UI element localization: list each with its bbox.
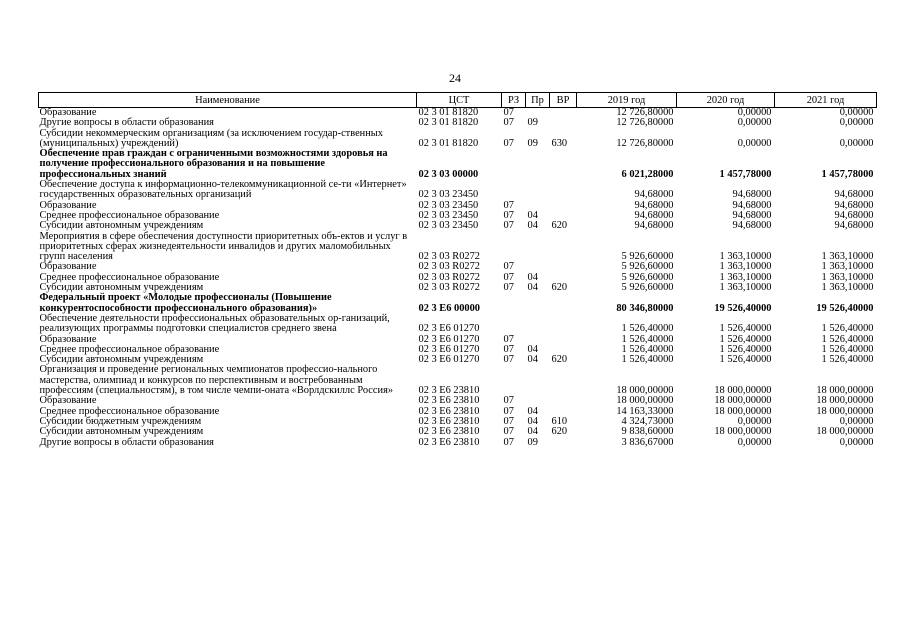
table-row: [39, 293, 877, 314]
cell-cst: 02 3 03 23450: [418, 209, 479, 221]
page-number: 24: [449, 71, 461, 85]
cell-name: Субсидии автономным учреждениям: [39, 426, 204, 438]
cell-2019: 5 926,60000: [621, 251, 674, 263]
cell-2020: 1 526,40000: [719, 343, 772, 355]
cell-name: Образование: [39, 107, 97, 118]
cell-cst: 02 3 E6 00000: [418, 302, 480, 314]
cell-2021: 94,68000: [834, 209, 874, 221]
table-row: [39, 149, 877, 180]
cell-cst: 02 3 E6 23810: [418, 415, 480, 427]
cell-name: Организация и проведение региональных чемпионатов профессио-нального мастерства, олимпиад и конкурсов по перспективным и востребованным профессиям (специальностям), в том числе чемпи-оната «Ворлдскиллс Россия»: [39, 364, 394, 397]
cell-2021: 1 526,40000: [821, 333, 874, 345]
cell-rz: 07: [503, 282, 514, 294]
cell-rz: 07: [503, 209, 514, 221]
cell-vr: [550, 262, 577, 272]
cell-cst: 02 3 E6 23810: [418, 426, 480, 438]
cell-2021: 94,68000: [834, 189, 874, 201]
cell-rz: 07: [503, 436, 514, 448]
cell-2019: 1 526,40000: [621, 323, 674, 335]
cell-vr: [550, 118, 577, 128]
cell-vr: [550, 201, 577, 211]
table-row: [39, 180, 877, 201]
cell-cst: 02 3 E6 23810: [418, 405, 480, 417]
cell-2020: 1 526,40000: [719, 323, 772, 335]
cell-pr: [526, 149, 550, 180]
cell-name: Обеспечение деятельности профессиональных образовательных ор-ганизаций, реализующих программы подготовки специалистов среднего звена: [39, 312, 390, 335]
cell-cst: 02 3 01 81820: [418, 117, 479, 129]
cell-vr: [550, 232, 577, 263]
cell-rz: 07: [503, 199, 514, 211]
cell-2020: 94,68000: [732, 220, 772, 232]
cell-rz: 07: [503, 426, 514, 438]
cell-rz: 07: [503, 261, 514, 273]
cell-cst: 02 3 03 23450: [418, 189, 479, 201]
cell-rz: 07: [503, 117, 514, 129]
cell-vr: [550, 335, 577, 345]
cell-pr: [526, 232, 550, 263]
cell-rz: [502, 232, 526, 263]
cell-name: Федеральный проект «Молодые профессионалы (Повышение конкурентоспособности профессионального образования)»: [39, 292, 332, 314]
cell-2019: 18 000,00000: [616, 395, 674, 407]
cell-pr: 04: [527, 405, 538, 417]
cell-rz: 07: [503, 107, 514, 118]
cell-cst: 02 3 E6 23810: [418, 385, 480, 397]
cell-cst: 02 3 E6 23810: [418, 395, 480, 407]
cell-pr: 04: [527, 220, 538, 232]
header-row: [39, 93, 877, 108]
cell-name: Субсидии автономным учреждениям: [39, 282, 204, 294]
cell-rz: [502, 149, 526, 180]
cell-vr: [550, 293, 577, 314]
cell-cst: 02 3 E6 01270: [418, 323, 480, 335]
cell-2020: 18 000,00000: [714, 395, 772, 407]
cell-cst: 02 3 03 R0272: [418, 251, 480, 263]
cell-vr: 620: [551, 426, 568, 438]
cell-rz: [502, 180, 526, 201]
cell-cst: 02 3 03 23450: [418, 199, 479, 211]
cell-pr: 09: [527, 436, 538, 448]
cell-vr: [550, 180, 577, 201]
cell-2019: 94,68000: [634, 220, 674, 232]
cell-2021: 1 526,40000: [821, 343, 874, 355]
cell-pr: [526, 180, 550, 201]
cell-2019: 5 926,60000: [621, 282, 674, 294]
cell-rz: 07: [503, 405, 514, 417]
cell-vr: 620: [551, 282, 568, 294]
cell-cst: 02 3 03 00000: [418, 168, 479, 180]
cell-name: Образование: [39, 199, 97, 211]
cell-rz: 07: [503, 333, 514, 345]
cell-2021: 1 457,78000: [821, 168, 874, 180]
cell-pr: 04: [527, 282, 538, 294]
header-2021: 2021 год: [775, 93, 877, 108]
cell-2019: 94,68000: [634, 199, 674, 211]
cell-2020: 1 526,40000: [719, 354, 772, 366]
cell-2021: 0,00000: [839, 107, 874, 118]
cell-2021: 94,68000: [834, 220, 874, 232]
cell-name: Среднее профессиональное образование: [39, 343, 220, 355]
cell-name: Образование: [39, 333, 97, 345]
cell-cst: 02 3 E6 01270: [418, 333, 480, 345]
budget-table: [38, 92, 877, 448]
cell-2019: 6 021,28000: [621, 168, 674, 180]
cell-2019: 3 836,67000: [621, 436, 674, 448]
cell-2020: 18 000,00000: [714, 426, 772, 438]
cell-cst: 02 3 03 23450: [418, 220, 479, 232]
cell-name: Другие вопросы в области образования: [39, 117, 214, 129]
table-row: [39, 365, 877, 396]
cell-2019: 1 526,40000: [621, 343, 674, 355]
cell-2021: 1 526,40000: [821, 323, 874, 335]
cell-rz: 07: [503, 415, 514, 427]
cell-vr: 610: [551, 415, 568, 427]
table-row: [39, 438, 877, 448]
cell-2021: 0,00000: [839, 137, 874, 149]
cell-2019: 18 000,00000: [616, 385, 674, 397]
cell-name: Образование: [39, 261, 97, 273]
cell-cst: 02 3 E6 01270: [418, 343, 480, 355]
cell-2020: 0,00000: [737, 436, 772, 448]
cell-2020: 1 457,78000: [719, 168, 772, 180]
cell-vr: [550, 314, 577, 335]
cell-2021: 1 363,10000: [821, 261, 874, 273]
cell-name: Субсидии автономным учреждениям: [39, 220, 204, 232]
cell-2020: 1 363,10000: [719, 251, 772, 263]
cell-rz: [502, 293, 526, 314]
cell-2021: 1 363,10000: [821, 271, 874, 283]
cell-2020: 94,68000: [732, 209, 772, 221]
cell-rz: 07: [503, 137, 514, 149]
cell-name: Среднее профессиональное образование: [39, 209, 220, 221]
cell-2021: 94,68000: [834, 199, 874, 211]
cell-2021: 19 526,40000: [816, 302, 874, 314]
cell-pr: 09: [527, 137, 538, 149]
cell-2019: 5 926,60000: [621, 261, 674, 273]
header-2019: 2019 год: [577, 93, 677, 108]
header-pr: Пр: [526, 93, 550, 108]
cell-2019: 94,68000: [634, 209, 674, 221]
cell-2021: 1 363,10000: [821, 282, 874, 294]
cell-cst: 02 3 03 R0272: [418, 271, 480, 283]
cell-pr: 04: [527, 343, 538, 355]
cell-2019: 14 163,33000: [616, 405, 674, 417]
cell-2020: 1 363,10000: [719, 271, 772, 283]
cell-name: Субсидии бюджетным учреждениям: [39, 415, 202, 427]
cell-2020: 0,00000: [737, 137, 772, 149]
cell-2019: 5 926,60000: [621, 271, 674, 283]
cell-2020: 0,00000: [737, 117, 772, 129]
cell-2021: 18 000,00000: [816, 385, 874, 397]
cell-2020: 0,00000: [737, 107, 772, 118]
cell-pr: 04: [527, 271, 538, 283]
cell-pr: [526, 293, 550, 314]
cell-cst: 02 3 E6 23810: [418, 436, 480, 448]
cell-2020: 94,68000: [732, 199, 772, 211]
cell-cst: 02 3 E6 01270: [418, 354, 480, 366]
cell-2019: 12 726,80000: [616, 107, 674, 118]
cell-vr: [550, 365, 577, 396]
cell-2020: 1 363,10000: [719, 261, 772, 273]
cell-2021: 1 363,10000: [821, 251, 874, 263]
cell-2019: 1 526,40000: [621, 333, 674, 345]
cell-2019: 12 726,80000: [616, 117, 674, 129]
cell-rz: [502, 365, 526, 396]
cell-rz: 07: [503, 220, 514, 232]
cell-2019: 94,68000: [634, 189, 674, 201]
cell-name: Среднее профессиональное образование: [39, 271, 220, 283]
cell-pr: 04: [527, 354, 538, 366]
table-row: [39, 427, 877, 437]
cell-vr: 620: [551, 354, 568, 366]
header-cst: ЦСТ: [417, 93, 502, 108]
cell-pr: 04: [527, 426, 538, 438]
cell-cst: 02 3 01 81820: [418, 137, 479, 149]
cell-2019: 1 526,40000: [621, 354, 674, 366]
cell-pr: 04: [527, 415, 538, 427]
cell-vr: [550, 438, 577, 448]
cell-name: Субсидии некоммерческим организациям (за исключением государ-ственных (муниципальных) учреждений): [39, 127, 383, 149]
cell-rz: 07: [503, 271, 514, 283]
cell-pr: [526, 314, 550, 335]
cell-2020: 0,00000: [737, 415, 772, 427]
cell-pr: [526, 365, 550, 396]
header-2020: 2020 год: [677, 93, 775, 108]
cell-vr: [550, 149, 577, 180]
cell-2020: 94,68000: [732, 189, 772, 201]
cell-2019: 80 346,80000: [616, 302, 674, 314]
header-rz: РЗ: [502, 93, 526, 108]
cell-name: Среднее профессиональное образование: [39, 405, 220, 417]
cell-rz: 07: [503, 354, 514, 366]
table-row: [39, 314, 877, 335]
cell-2021: 0,00000: [839, 117, 874, 129]
cell-2020: 18 000,00000: [714, 385, 772, 397]
cell-cst: 02 3 01 81820: [418, 107, 479, 118]
cell-vr: 620: [551, 220, 568, 232]
cell-name: Субсидии автономным учреждениям: [39, 354, 204, 366]
cell-2021: 18 000,00000: [816, 395, 874, 407]
cell-2019: 12 726,80000: [616, 137, 674, 149]
cell-2021: 0,00000: [839, 415, 874, 427]
cell-2020: 1 363,10000: [719, 282, 772, 294]
cell-2020: 19 526,40000: [714, 302, 772, 314]
cell-pr: 04: [527, 209, 538, 221]
cell-2021: 18 000,00000: [816, 426, 874, 438]
cell-2021: 0,00000: [839, 436, 874, 448]
cell-vr: 630: [551, 137, 568, 149]
cell-cst: 02 3 03 R0272: [418, 261, 480, 273]
table-header: [39, 93, 877, 108]
table-row: [39, 232, 877, 263]
cell-rz: 07: [503, 343, 514, 355]
cell-vr: [550, 396, 577, 406]
cell-2019: 4 324,73000: [621, 415, 674, 427]
cell-pr: 09: [527, 117, 538, 129]
cell-name: Образование: [39, 395, 97, 407]
cell-cst: 02 3 03 R0272: [418, 282, 480, 294]
cell-vr: [550, 108, 577, 119]
cell-name: Обеспечение доступа к информационно-телекоммуникационной се-ти «Интернет» государственных образовательных организаций: [39, 179, 407, 201]
cell-2020: 1 526,40000: [719, 333, 772, 345]
cell-2019: 9 838,60000: [621, 426, 674, 438]
cell-2020: 18 000,00000: [714, 405, 772, 417]
cell-2021: 18 000,00000: [816, 405, 874, 417]
cell-rz: [502, 314, 526, 335]
cell-name: Обеспечение прав граждан с ограниченными возможностями здоровья на получение профессионального образования и на повышение профессиональных знаний: [39, 148, 388, 180]
table-row: [39, 129, 877, 150]
cell-name: Другие вопросы в области образования: [39, 436, 214, 448]
cell-name: Мероприятия в сфере обеспечения доступности приоритетных объ-ектов и услуг в приоритетных сферах жизнедеятельности инвалидов и других маломобильных групп населения: [39, 230, 408, 263]
header-vr: ВР: [550, 93, 577, 108]
header-name: Наименование: [39, 93, 417, 108]
table-body: [39, 108, 877, 448]
cell-2021: 1 526,40000: [821, 354, 874, 366]
cell-rz: 07: [503, 395, 514, 407]
